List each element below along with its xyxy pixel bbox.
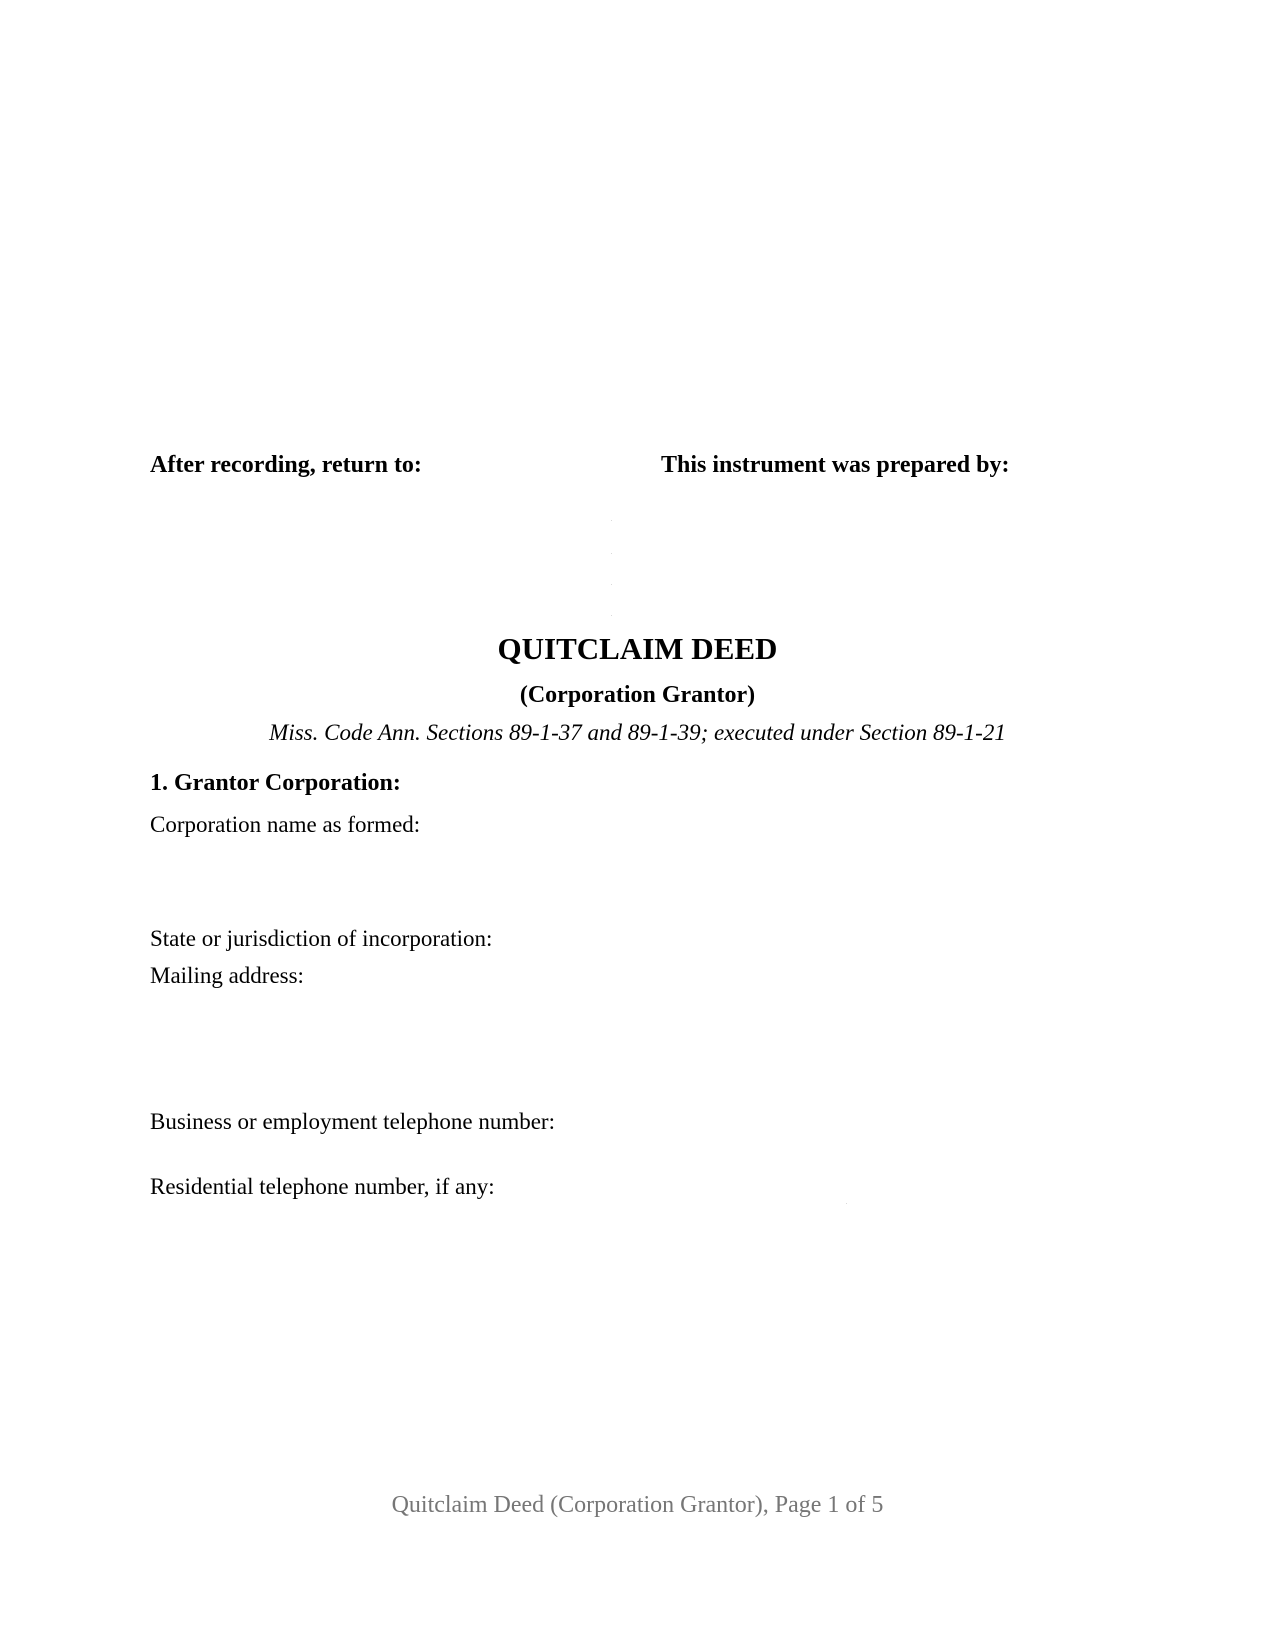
scan-speck xyxy=(846,1203,847,1204)
scan-speck xyxy=(611,553,612,554)
document-title: QUITCLAIM DEED xyxy=(497,631,778,666)
state-of-incorporation-label: State or jurisdiction of incorporation: xyxy=(150,926,493,951)
document-subtitle: (Corporation Grantor) xyxy=(519,682,756,708)
mailing-address-label: Mailing address: xyxy=(150,963,304,988)
section-heading-grantor: 1. Grantor Corporation: xyxy=(150,770,401,796)
scan-speck xyxy=(611,520,612,521)
scan-speck xyxy=(611,584,612,585)
business-phone-label: Business or employment telephone number: xyxy=(150,1109,555,1134)
prepared-by-label: This instrument was prepared by: xyxy=(661,452,1010,478)
return-to-label: After recording, return to: xyxy=(150,452,422,478)
statute-citation: Miss. Code Ann. Sections 89-1-37 and 89-1-39; executed under Section 89-1-21 xyxy=(269,720,1006,745)
residential-phone-label: Residential telephone number, if any: xyxy=(150,1174,495,1199)
scan-speck xyxy=(611,615,612,616)
page-footer: Quitclaim Deed (Corporation Grantor), Page 1 of 5 xyxy=(391,1492,884,1518)
corporation-name-label: Corporation name as formed: xyxy=(150,812,421,837)
